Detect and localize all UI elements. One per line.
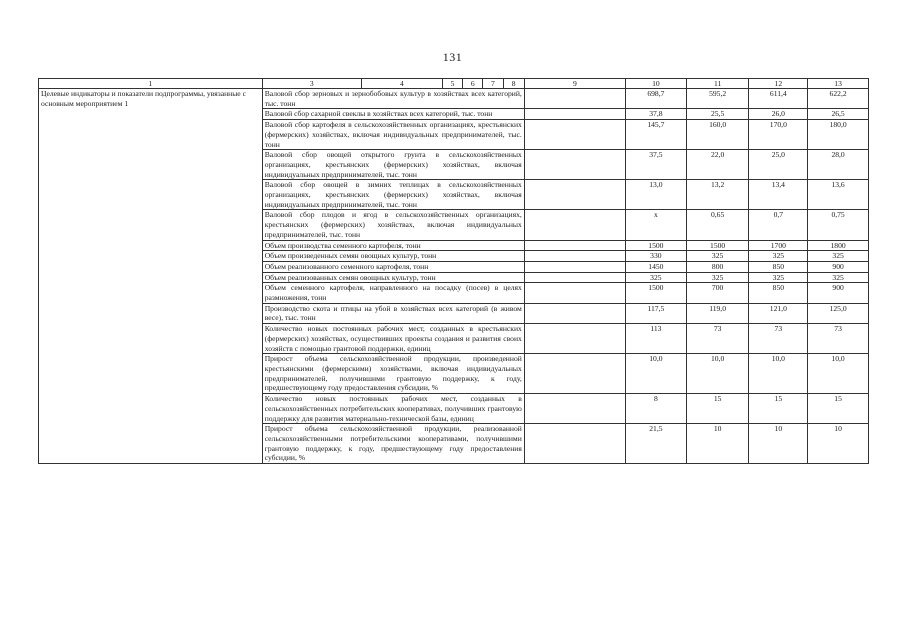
value-cell: 25,5 <box>686 109 749 120</box>
indicator-name: Валовой сбор зерновых и зернобобовых культур в хозяйствах всех категорий, тыс. тонн <box>262 89 524 109</box>
value-cell: 325 <box>686 251 749 262</box>
empty-cell <box>524 424 625 464</box>
value-cell: 1450 <box>626 261 687 272</box>
value-cell: 73 <box>749 324 808 354</box>
indicator-name: Количество новых постоянных рабочих мест, созданных в сельскохозяйственных потребительских кооперативах, получивших грантовую поддержку для развития материально-технической базы, единиц <box>262 394 524 424</box>
value-cell: 0,65 <box>686 210 749 240</box>
value-cell: 611,4 <box>749 89 808 109</box>
column-number: 11 <box>686 79 749 89</box>
value-cell: х <box>626 210 687 240</box>
value-cell: 0,75 <box>808 210 869 240</box>
page-number: 131 <box>442 50 463 64</box>
empty-cell <box>524 240 625 251</box>
value-cell: 622,2 <box>808 89 869 109</box>
value-cell: 125,0 <box>808 303 869 323</box>
value-cell: 10,0 <box>686 354 749 394</box>
value-cell: 10,0 <box>749 354 808 394</box>
column-number: 13 <box>808 79 869 89</box>
value-cell: 37,5 <box>626 150 687 180</box>
indicator-name: Объем реализованных семян овощных культур, тонн <box>262 272 524 283</box>
column-number: 12 <box>749 79 808 89</box>
value-cell: 700 <box>686 283 749 303</box>
value-cell: 10,0 <box>808 354 869 394</box>
column-number: 9 <box>524 79 625 89</box>
value-cell: 26,5 <box>808 109 869 120</box>
value-cell: 325 <box>749 272 808 283</box>
indicator-name: Объем реализованного семенного картофеля, тонн <box>262 261 524 272</box>
value-cell: 15 <box>749 394 808 424</box>
empty-cell <box>524 324 625 354</box>
column-number: 5 <box>442 79 462 89</box>
value-cell: 13,4 <box>749 180 808 210</box>
value-cell: 28,0 <box>808 150 869 180</box>
empty-cell <box>524 261 625 272</box>
value-cell: 595,2 <box>686 89 749 109</box>
indicator-name: Объем произведенных семян овощных культур, тонн <box>262 251 524 262</box>
value-cell: 850 <box>749 261 808 272</box>
value-cell: 15 <box>808 394 869 424</box>
value-cell: 698,7 <box>626 89 687 109</box>
indicator-name: Количество новых постоянных рабочих мест, созданных в крестьянских (фермерских) хозяйствах, осуществивших проекты создания и развития своих хозяйств с помощью грантовой поддержки, единиц <box>262 324 524 354</box>
column-number: 10 <box>626 79 687 89</box>
indicators-table <box>38 78 869 464</box>
value-cell: 10 <box>808 424 869 464</box>
empty-cell <box>524 89 625 109</box>
value-cell: 145,7 <box>626 120 687 150</box>
value-cell: 15 <box>686 394 749 424</box>
indicator-name: Валовой сбор картофеля в сельскохозяйственных организациях, крестьянских (фермерских) хозяйствах, включая индивидуальных предпринимателей, тыс. тонн <box>262 120 524 150</box>
value-cell: 73 <box>808 324 869 354</box>
indicator-name: Валовой сбор плодов и ягод в сельскохозяйственных организациях, крестьянских (фермерских) хозяйствах, включая индивидуальных предпринимателей, тыс. тонн <box>262 210 524 240</box>
column-number: 4 <box>361 79 442 89</box>
value-cell: 113 <box>626 324 687 354</box>
value-cell: 117,5 <box>626 303 687 323</box>
value-cell: 900 <box>808 283 869 303</box>
section-label: Целевые индикаторы и показатели подпрограммы, увязанные с основным мероприятием 1 <box>39 89 263 464</box>
value-cell: 0,7 <box>749 210 808 240</box>
value-cell: 13,0 <box>626 180 687 210</box>
empty-cell <box>524 303 625 323</box>
value-cell: 26,0 <box>749 109 808 120</box>
empty-cell <box>524 109 625 120</box>
value-cell: 10 <box>749 424 808 464</box>
value-cell: 1800 <box>808 240 869 251</box>
value-cell: 325 <box>808 251 869 262</box>
value-cell: 325 <box>808 272 869 283</box>
value-cell: 1500 <box>686 240 749 251</box>
indicator-name: Валовой сбор овощей открытого грунта в сельскохозяйственных организациях, крестьянских (фермерских) хозяйствах, включая индивидуальных предпринимателей, тыс. тонн <box>262 150 524 180</box>
column-number: 1 <box>39 79 263 89</box>
empty-cell <box>524 120 625 150</box>
value-cell: 1700 <box>749 240 808 251</box>
value-cell: 325 <box>626 272 687 283</box>
indicator-name: Производство скота и птицы на убой в хозяйствах всех категорий (в живом весе), тыс. тонн <box>262 303 524 323</box>
value-cell: 25,0 <box>749 150 808 180</box>
value-cell: 73 <box>686 324 749 354</box>
column-number: 6 <box>463 79 483 89</box>
value-cell: 119,0 <box>686 303 749 323</box>
column-number: 7 <box>483 79 503 89</box>
value-cell: 160,0 <box>686 120 749 150</box>
value-cell: 13,2 <box>686 180 749 210</box>
value-cell: 325 <box>686 272 749 283</box>
indicator-name: Объем производства семенного картофеля, тонн <box>262 240 524 251</box>
indicator-name: Прирост объема сельскохозяйственной продукции, реализованной сельскохозяйственными потребительскими кооперативами, получившими грантовую поддержку, к году, предшествующему году предоставления субсидии, % <box>262 424 524 464</box>
value-cell: 10 <box>686 424 749 464</box>
value-cell: 325 <box>749 251 808 262</box>
empty-cell <box>524 210 625 240</box>
value-cell: 850 <box>749 283 808 303</box>
value-cell: 22,0 <box>686 150 749 180</box>
empty-cell <box>524 283 625 303</box>
indicator-name: Прирост объема сельскохозяйственной продукции, произведенной крестьянскими (фермерскими) хозяйствами, включая индивидуальных предпринимателей, получившими грантовую поддержку, к году, предшествующему году предоставления субсидии, % <box>262 354 524 394</box>
value-cell: 330 <box>626 251 687 262</box>
value-cell: 21,5 <box>626 424 687 464</box>
empty-cell <box>524 272 625 283</box>
value-cell: 13,6 <box>808 180 869 210</box>
empty-cell <box>524 354 625 394</box>
column-number-row <box>39 79 869 89</box>
table-row <box>39 89 869 109</box>
empty-cell <box>524 251 625 262</box>
empty-cell <box>524 180 625 210</box>
value-cell: 1500 <box>626 240 687 251</box>
value-cell: 180,0 <box>808 120 869 150</box>
value-cell: 37,8 <box>626 109 687 120</box>
value-cell: 8 <box>626 394 687 424</box>
value-cell: 10,0 <box>626 354 687 394</box>
column-number: 3 <box>262 79 361 89</box>
empty-cell <box>524 150 625 180</box>
empty-cell <box>524 394 625 424</box>
indicator-name: Объем семенного картофеля, направленного на посадку (посев) в целях размножения, тонн <box>262 283 524 303</box>
column-number: 8 <box>503 79 524 89</box>
indicator-name: Валовой сбор сахарной свеклы в хозяйствах всех категорий, тыс. тонн <box>262 109 524 120</box>
value-cell: 800 <box>686 261 749 272</box>
value-cell: 1500 <box>626 283 687 303</box>
value-cell: 900 <box>808 261 869 272</box>
indicator-name: Валовой сбор овощей в зимних теплицах в сельскохозяйственных организациях, крестьянских (фермерских) хозяйствах, включая индивидуальных предпринимателей, тыс. тонн <box>262 180 524 210</box>
value-cell: 121,0 <box>749 303 808 323</box>
value-cell: 170,0 <box>749 120 808 150</box>
